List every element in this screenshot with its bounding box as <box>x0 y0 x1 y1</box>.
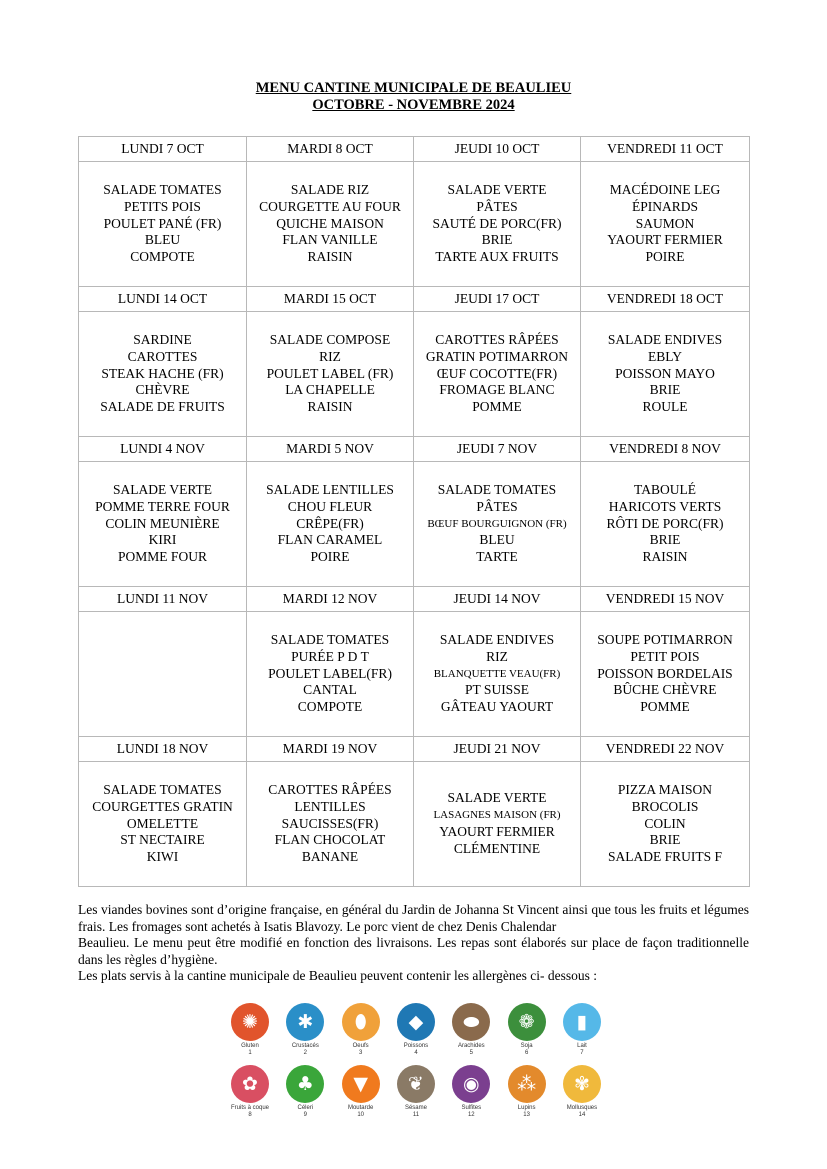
day-menu <box>414 762 581 887</box>
menu-item: PURÉE P D T <box>291 648 369 664</box>
day-header: LUNDI 18 NOV <box>79 737 247 762</box>
allergen-item <box>447 1003 495 1057</box>
day-header: MARDI 12 NOV <box>247 587 414 612</box>
menu-item: SAUTÉ DE PORC(FR) <box>432 215 562 231</box>
day-header: MARDI 19 NOV <box>247 737 414 762</box>
menu-item: ST NECTAIRE <box>120 832 205 848</box>
footer-origin-note: Les viandes bovines sont d’origine française, en général du Jardin de Johanna St Vincent ainsi que tous les fruits et légumes frais. Les fromages sont achetés à Isatis Blavozy. Le porc vient de chez Denis Chalendar <box>78 902 749 934</box>
day-menu <box>581 312 750 437</box>
crab-icon: ✱ <box>286 1003 324 1041</box>
celery-icon: ♣ <box>286 1065 324 1103</box>
menu-item: PÂTES <box>476 198 518 214</box>
menu-item: PIZZA MAISON <box>617 782 713 797</box>
menu-row <box>79 312 750 437</box>
day-menu <box>247 312 414 437</box>
allergen-item <box>447 1065 495 1119</box>
day-menu <box>414 162 581 287</box>
menu-row <box>79 612 750 737</box>
allergen-name: Lupins <box>517 1105 536 1111</box>
menu-item: GÂTEAU YAOURT <box>440 699 554 715</box>
allergen-item <box>558 1065 606 1119</box>
menu-item: SALADE TOMATES <box>270 632 390 647</box>
menu-item: SALADE VERTE <box>447 790 547 806</box>
day-header: LUNDI 4 NOV <box>79 437 247 462</box>
day-header: MARDI 15 OCT <box>247 287 414 312</box>
day-header: JEUDI 7 NOV <box>414 437 581 462</box>
menu-item: COURGETTES GRATIN <box>92 798 233 814</box>
allergen-name: Fruits à coque <box>230 1105 270 1111</box>
wheat-icon: ✺ <box>231 1003 269 1041</box>
allergen-row <box>226 1003 606 1057</box>
menu-item: LENTILLES <box>294 798 366 814</box>
menu-item: SALADE ENDIVES <box>439 632 555 647</box>
menu-item: BŒUF BOURGUIGNON (FR) <box>427 517 567 530</box>
allergen-item <box>337 1003 385 1057</box>
day-menu <box>581 462 750 587</box>
day-header: VENDREDI 22 NOV <box>581 737 750 762</box>
menu-row <box>79 762 750 887</box>
menu-item: POULET PANÉ (FR) <box>103 215 222 231</box>
menu-item: BROCOLIS <box>631 798 699 814</box>
allergen-number: 4 <box>414 1050 418 1056</box>
allergen-number: 5 <box>469 1050 473 1056</box>
menu-item: COLIN MEUNIÈRE <box>105 515 220 531</box>
footer-preparation-note: Beaulieu. Le menu peut être modifié en fonction des livraisons. Les repas sont élaborés sur place de façon traditionnelle dans les règles d’hygiène. <box>78 935 749 967</box>
allergen-name: Soja <box>520 1043 533 1049</box>
lupin-icon: ⁂ <box>508 1065 546 1103</box>
menu-item: RAISIN <box>642 549 688 565</box>
menu-item: POISSON BORDELAIS <box>597 665 733 681</box>
menu-item: QUICHE MAISON <box>276 215 384 231</box>
menu-item: SALADE VERTE <box>447 182 547 197</box>
menu-item: KIWI <box>146 849 179 865</box>
menu-item: SALADE LENTILLES <box>266 482 394 497</box>
allergen-number: 14 <box>578 1112 586 1118</box>
allergen-name: Mollusques <box>566 1105 598 1111</box>
menu-row <box>79 462 750 587</box>
peanut-icon: ⬬ <box>452 1003 490 1041</box>
menu-item: BRIE <box>481 232 513 248</box>
menu-item: BÛCHE CHÈVRE <box>613 682 717 698</box>
menu-item: CHÈVRE <box>135 382 190 398</box>
menu-item: SAUCISSES(FR) <box>281 815 379 831</box>
day-menu <box>414 312 581 437</box>
allergen-number: 13 <box>523 1112 530 1118</box>
allergen-item <box>392 1065 440 1119</box>
menu-item: KIRI <box>148 532 177 548</box>
allergen-number: 9 <box>303 1112 307 1118</box>
menu-item: CRÊPE(FR) <box>296 515 364 531</box>
allergen-row <box>226 1065 606 1119</box>
allergen-item <box>503 1003 551 1057</box>
menu-item: EBLY <box>648 348 682 364</box>
day-header-row <box>79 287 750 312</box>
menu-item: COMPOTE <box>297 699 363 715</box>
menu-item: POIRE <box>645 249 685 265</box>
allergen-item <box>281 1003 329 1057</box>
allergen-number: 6 <box>524 1050 529 1056</box>
allergen-item <box>281 1065 329 1119</box>
menu-item: TABOULÉ <box>634 482 696 497</box>
menu-item: MACÉDOINE LEG <box>609 182 721 197</box>
menu-item: YAOURT FERMIER <box>439 824 555 839</box>
day-menu <box>79 612 247 737</box>
menu-item: CLÉMENTINE <box>453 840 541 856</box>
day-header: JEUDI 14 NOV <box>414 587 581 612</box>
day-header: LUNDI 11 NOV <box>79 587 247 612</box>
menu-item: ÉPINARDS <box>631 198 698 214</box>
menu-table <box>78 136 750 887</box>
allergen-name: Poissons <box>403 1043 429 1049</box>
day-menu <box>79 312 247 437</box>
menu-item: CAROTTES RÂPÉES <box>268 782 392 797</box>
day-header-row <box>79 137 750 162</box>
day-header: VENDREDI 8 NOV <box>581 437 750 462</box>
menu-item: GRATIN POTIMARRON <box>425 348 569 364</box>
allergen-name: Gluten <box>241 1043 259 1049</box>
shell-icon: ✾ <box>563 1065 601 1103</box>
allergen-number: 1 <box>248 1050 252 1056</box>
allergen-legend <box>226 1003 606 1127</box>
day-menu <box>247 762 414 887</box>
menu-item: POISSON MAYO <box>615 365 715 381</box>
menu-item: BANANE <box>301 849 359 865</box>
menu-item: TARTE <box>476 549 518 565</box>
allergen-name: Sulfites <box>461 1105 482 1111</box>
allergen-item <box>226 1065 274 1119</box>
menu-row <box>79 162 750 287</box>
menu-item: BRIE <box>649 532 681 548</box>
menu-item: SARDINE <box>133 332 192 347</box>
day-menu <box>414 612 581 737</box>
day-menu <box>581 762 750 887</box>
day-menu <box>79 162 247 287</box>
allergen-name: Crustacés <box>291 1043 319 1049</box>
menu-item: RÔTI DE PORC(FR) <box>606 515 724 531</box>
menu-item: SALADE TOMATES <box>103 782 222 797</box>
menu-item: RAISIN <box>307 249 353 265</box>
day-header-row <box>79 737 750 762</box>
allergen-name: Oeufs <box>352 1043 369 1049</box>
allergen-name: Arachides <box>457 1043 485 1049</box>
fish-icon: ◆ <box>397 1003 435 1041</box>
allergen-number: 12 <box>467 1112 475 1118</box>
day-header: JEUDI 17 OCT <box>414 287 581 312</box>
soy-icon: ❁ <box>508 1003 546 1041</box>
day-header: MARDI 5 NOV <box>247 437 414 462</box>
day-header: LUNDI 14 OCT <box>79 287 247 312</box>
menu-item: RIZ <box>319 348 341 364</box>
menu-item: CHOU FLEUR <box>287 498 373 514</box>
day-menu <box>581 162 750 287</box>
menu-item: PETITS POIS <box>124 198 201 214</box>
menu-period: OCTOBRE - NOVEMBRE 2024 <box>312 97 515 113</box>
menu-item: FLAN VANILLE <box>282 232 378 248</box>
menu-item: PETIT POIS <box>630 648 700 664</box>
allergen-name: Sésame <box>404 1105 427 1111</box>
allergen-item <box>558 1003 606 1057</box>
menu-item: FROMAGE BLANC <box>439 382 555 398</box>
menu-item: POULET LABEL(FR) <box>268 665 392 681</box>
menu-item: BRIE <box>649 832 681 848</box>
mustard-icon: ▼ <box>342 1065 380 1103</box>
menu-item: SALADE VERTE <box>112 482 213 497</box>
menu-item: LASAGNES MAISON (FR) <box>433 809 561 822</box>
menu-item: FLAN CHOCOLAT <box>274 832 386 848</box>
menu-item: SAUMON <box>635 215 695 231</box>
menu-item: STEAK HACHE (FR) <box>101 365 224 381</box>
day-header-row <box>79 437 750 462</box>
allergen-number: 7 <box>580 1050 584 1056</box>
menu-item: SALADE COMPOSE <box>269 332 391 347</box>
menu-item: OMELETTE <box>126 815 199 831</box>
day-header: MARDI 8 OCT <box>247 137 414 162</box>
allergen-name: Lait <box>577 1043 587 1049</box>
menu-item: PT SUISSE <box>465 682 529 698</box>
menu-item: CAROTTES RÂPÉES <box>435 332 559 347</box>
day-header: LUNDI 7 OCT <box>79 137 247 162</box>
day-header: JEUDI 10 OCT <box>414 137 581 162</box>
menu-item: SALADE RIZ <box>290 182 370 197</box>
allergen-number: 3 <box>358 1050 363 1056</box>
day-header: VENDREDI 18 OCT <box>581 287 750 312</box>
menu-item: RAISIN <box>307 399 353 415</box>
milk-icon: ▮ <box>563 1003 601 1041</box>
menu-item: POMME <box>472 399 522 415</box>
menu-item: POMME FOUR <box>118 549 207 565</box>
allergen-number: 10 <box>357 1112 364 1118</box>
menu-item: TARTE AUX FRUITS <box>435 249 559 265</box>
day-menu <box>79 462 247 587</box>
menu-item: SALADE TOMATES <box>103 182 222 197</box>
menu-item: POMME <box>640 699 690 715</box>
allergen-number: 11 <box>412 1112 420 1118</box>
menu-item: SALADE TOMATES <box>437 482 557 497</box>
menu-item: POMME TERRE FOUR <box>95 498 230 514</box>
menu-item: COLIN <box>644 815 686 831</box>
menu-item: HARICOTS VERTS <box>608 498 722 514</box>
menu-item: COURGETTE AU FOUR <box>259 198 401 214</box>
day-menu <box>79 762 247 887</box>
day-menu <box>247 162 414 287</box>
egg-icon: ⬮ <box>342 1003 380 1041</box>
menu-item: SALADE FRUITS F <box>607 849 723 865</box>
allergen-item <box>337 1065 385 1119</box>
day-menu <box>247 462 414 587</box>
allergen-item <box>503 1065 551 1119</box>
day-header: VENDREDI 15 NOV <box>581 587 750 612</box>
menu-item: CAROTTES <box>127 348 198 364</box>
sesame-icon: ❦ <box>397 1065 435 1103</box>
day-header-row <box>79 587 750 612</box>
menu-item: BLEU <box>479 532 515 548</box>
menu-item: SALADE DE FRUITS <box>100 399 225 415</box>
day-menu <box>414 462 581 587</box>
menu-item: YAOURT FERMIER <box>607 232 723 248</box>
menu-item: ROULE <box>642 399 688 415</box>
menu-item: LA CHAPELLE <box>285 382 375 398</box>
allergen-name: Céleri <box>297 1105 314 1111</box>
sulfite-icon: ◉ <box>452 1065 490 1103</box>
day-menu <box>581 612 750 737</box>
menu-item: FLAN CARAMEL <box>277 532 383 548</box>
allergen-number: 8 <box>248 1112 252 1118</box>
menu-item: POULET LABEL (FR) <box>266 365 394 381</box>
day-menu <box>247 612 414 737</box>
menu-item: ŒUF COCOTTE(FR) <box>436 365 558 381</box>
allergen-name: Moutarde <box>347 1105 374 1111</box>
menu-item: BLANQUETTE VEAU(FR) <box>433 667 561 680</box>
menu-item: BRIE <box>649 382 681 398</box>
menu-title: MENU CANTINE MUNICIPALE DE BEAULIEU <box>255 80 572 96</box>
menu-item: BLEU <box>144 232 181 248</box>
footer-notes <box>78 902 749 985</box>
menu-item: RIZ <box>486 648 508 664</box>
menu-item: SOUPE POTIMARRON <box>597 632 733 647</box>
allergen-item <box>392 1003 440 1057</box>
nut-icon: ✿ <box>231 1065 269 1103</box>
menu-item: PÂTES <box>476 498 518 514</box>
menu-item: SALADE ENDIVES <box>607 332 723 347</box>
allergen-item <box>226 1003 274 1057</box>
menu-item: COMPOTE <box>130 249 195 265</box>
day-header: VENDREDI 11 OCT <box>581 137 750 162</box>
allergen-number: 2 <box>303 1050 307 1056</box>
day-header: JEUDI 21 NOV <box>414 737 581 762</box>
footer-allergen-intro: Les plats servis à la cantine municipale de Beaulieu peuvent contenir les allergènes ci- dessous : <box>78 968 597 983</box>
menu-item: CANTAL <box>303 682 357 698</box>
menu-item: POIRE <box>310 549 350 565</box>
